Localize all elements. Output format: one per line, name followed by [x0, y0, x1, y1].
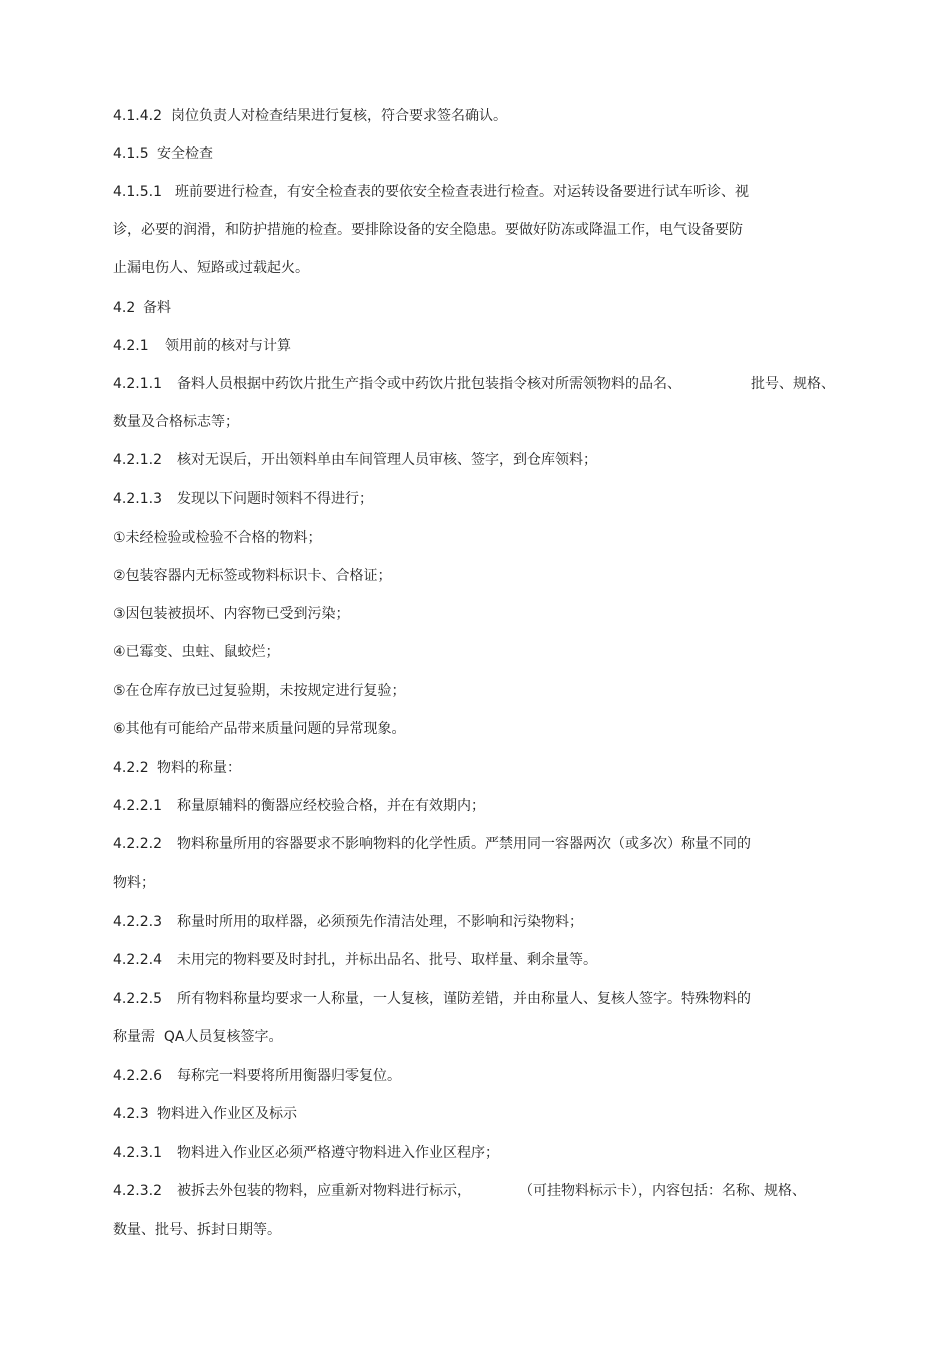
- clause-number: 4.2.3.1: [113, 1145, 162, 1161]
- line-4-2-3-2: [113, 1181, 873, 1201]
- clause-text: 称量原辅料的衡器应经校验合格，并在有效期内；: [177, 798, 485, 814]
- clause-number: 4.2.1: [113, 338, 149, 354]
- line-continuation: [113, 1220, 873, 1240]
- clause-text: ③因包装被损坏、内容物已受到污染；: [113, 606, 350, 622]
- clause-text: ②包装容器内无标签或物料标识卡、合格证；: [113, 568, 392, 584]
- line-4-2-1-2: [113, 450, 873, 470]
- clause-text: 数量及合格标志等；: [113, 414, 239, 430]
- clause-text: 备料人员根据中药饮片批生产指令或中药饮片批包装指令核对所需领物料的品名、: [177, 376, 681, 392]
- line-4-2-2-3: [113, 912, 873, 932]
- clause-text-continued: 批号、规格、: [751, 376, 835, 392]
- clause-text: 物料称量所用的容器要求不影响物料的化学性质。严禁用同一容器两次（或多次）称量不同的: [177, 836, 751, 852]
- clause-text: 数量、批号、拆封日期等。: [113, 1222, 281, 1238]
- line-4-1-5: [113, 144, 873, 164]
- clause-text: 称量时所用的取样器，必须预先作清洁处理，不影响和污染物料；: [177, 914, 583, 930]
- clause-text: 核对无误后，开出领料单由车间管理人员审核、签字，到仓库领料；: [177, 452, 597, 468]
- line-4-2-2-1: [113, 796, 873, 816]
- clause-number: 4.2.1.2: [113, 452, 162, 468]
- clause-number: 4.2.1.1: [113, 376, 162, 392]
- line-continuation: [113, 873, 873, 893]
- clause-text: 物料进入作业区必须严格遵守物料进入作业区程序；: [177, 1145, 499, 1161]
- clause-number: 4.2.2.4: [113, 952, 162, 968]
- list-item-2: [113, 566, 873, 586]
- clause-text: 称量需 QA人员复核签字。: [113, 1029, 283, 1045]
- clause-number: 4.2.2: [113, 760, 149, 776]
- line-4-2-2-5: [113, 989, 873, 1009]
- clause-text: 诊，必要的润滑，和防护措施的检查。要排除设备的安全隐患。要做好防冻或降温工作，电气设备要防: [113, 222, 743, 238]
- clause-text: 物料的称量：: [157, 760, 241, 776]
- clause-number: 4.2.2.5: [113, 991, 162, 1007]
- clause-text: 岗位负责人对检查结果进行复核，符合要求签名确认。: [171, 108, 507, 124]
- clause-text: 物料进入作业区及标示: [157, 1106, 297, 1122]
- line-4-2-1-1: [113, 374, 873, 394]
- clause-text: ①未经检验或检验不合格的物料；: [113, 530, 322, 546]
- line-4-2-3-1: [113, 1143, 873, 1163]
- line-continuation: [113, 1027, 873, 1047]
- clause-text-continued: （可挂物料标示卡），内容包括：名称、规格、: [519, 1183, 806, 1199]
- list-item-6: [113, 719, 873, 739]
- clause-number: 4.2.2.1: [113, 798, 162, 814]
- clause-number: 4.2.2.6: [113, 1068, 162, 1084]
- line-continuation: [113, 258, 873, 278]
- line-4-1-4-2: [113, 106, 873, 126]
- list-item-5: [113, 681, 873, 701]
- clause-number: 4.1.5: [113, 146, 149, 162]
- clause-number: 4.2.2.2: [113, 836, 162, 852]
- line-4-2: [113, 298, 873, 318]
- list-item-3: [113, 604, 873, 624]
- line-4-2-2-6: [113, 1066, 873, 1086]
- clause-text: ⑥其他有可能给产品带来质量问题的异常现象。: [113, 721, 406, 737]
- clause-text: 被拆去外包装的物料，应重新对物料进行标示，: [177, 1183, 471, 1199]
- clause-text: 物料；: [113, 875, 155, 891]
- line-continuation: [113, 412, 873, 432]
- list-item-4: [113, 642, 873, 662]
- clause-number: 4.2: [113, 300, 136, 316]
- list-item-1: [113, 528, 873, 548]
- clause-number: 4.2.3: [113, 1106, 149, 1122]
- line-4-2-2: [113, 758, 873, 778]
- line-4-2-2-2: [113, 834, 873, 854]
- clause-text: 所有物料称量均要求一人称量，一人复核，谨防差错，并由称量人、复核人签字。特殊物料的: [177, 991, 751, 1007]
- line-4-2-1: [113, 336, 873, 356]
- clause-text: 每称完一料要将所用衡器归零复位。: [177, 1068, 401, 1084]
- line-4-2-1-3: [113, 489, 873, 509]
- clause-text: 班前要进行检查，有安全检查表的要依安全检查表进行检查。对运转设备要进行试车听诊、视: [175, 184, 749, 200]
- clause-number: 4.2.1.3: [113, 491, 162, 507]
- line-4-2-2-4: [113, 950, 873, 970]
- line-4-2-3: [113, 1104, 873, 1124]
- clause-text: 备料: [143, 300, 171, 316]
- clause-text: 发现以下问题时领料不得进行；: [177, 491, 373, 507]
- clause-text: 止漏电伤人、短路或过载起火。: [113, 260, 309, 276]
- clause-number: 4.1.5.1: [113, 184, 162, 200]
- clause-text: 未用完的物料要及时封扎，并标出品名、批号、取样量、剩余量等。: [177, 952, 597, 968]
- clause-number: 4.1.4.2: [113, 108, 162, 124]
- clause-text: 安全检查: [157, 146, 213, 162]
- clause-number: 4.2.2.3: [113, 914, 162, 930]
- line-4-1-5-1: [113, 182, 873, 202]
- clause-text: 领用前的核对与计算: [165, 338, 291, 354]
- clause-text: ⑤在仓库存放已过复验期，未按规定进行复验；: [113, 683, 406, 699]
- clause-text: ④已霉变、虫蛀、鼠蛟烂；: [113, 644, 280, 660]
- line-continuation: [113, 220, 873, 240]
- clause-number: 4.2.3.2: [113, 1183, 162, 1199]
